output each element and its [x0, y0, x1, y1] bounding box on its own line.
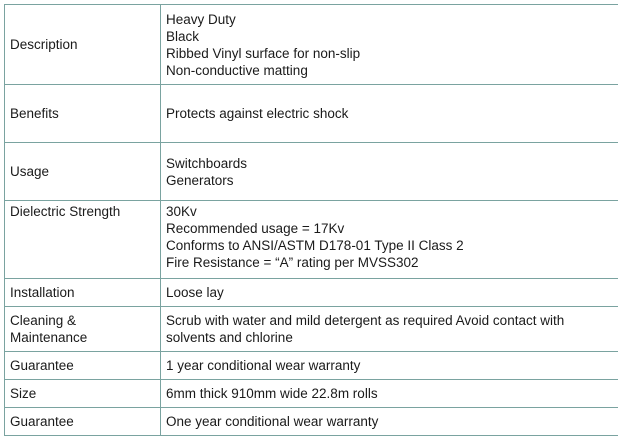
table-row — [5, 85, 618, 143]
row-value-description: Heavy Duty Black Ribbed Vinyl surface for non-slip Non-conductive matting — [161, 5, 618, 85]
row-label-description: Description — [5, 5, 161, 85]
table-row — [5, 5, 618, 85]
row-value-guarantee: 1 year conditional wear warranty — [161, 352, 618, 380]
table-row — [5, 143, 618, 201]
row-label-usage: Usage — [5, 143, 161, 201]
table-row — [5, 307, 618, 352]
row-label-guarantee: Guarantee — [5, 352, 161, 380]
table-row — [5, 352, 618, 380]
row-label-dielectric-strength: Dielectric Strength — [5, 201, 161, 279]
row-label-size: Size — [5, 380, 161, 408]
table-row — [5, 279, 618, 307]
row-label-guarantee-2: Guarantee — [5, 408, 161, 436]
row-value-cleaning-maintenance: Scrub with water and mild detergent as required Avoid contact with solvents and chlorine — [161, 307, 618, 352]
row-value-usage: Switchboards Generators — [161, 143, 618, 201]
row-value-dielectric-strength: 30Kv Recommended usage = 17Kv Conforms to ANSI/ASTM D178-01 Type II Class 2 Fire Resistance = “A” rating per MVSS302 — [161, 201, 618, 279]
row-value-benefits: Protects against electric shock — [161, 85, 618, 143]
row-label-installation: Installation — [5, 279, 161, 307]
row-value-guarantee-2: One year conditional wear warranty — [161, 408, 618, 436]
table-row — [5, 201, 618, 279]
row-label-cleaning-maintenance: Cleaning & Maintenance — [5, 307, 161, 352]
row-value-installation: Loose lay — [161, 279, 618, 307]
row-value-size: 6mm thick 910mm wide 22.8m rolls — [161, 380, 618, 408]
table-row — [5, 380, 618, 408]
row-label-benefits: Benefits — [5, 85, 161, 143]
table-row — [5, 408, 618, 436]
spec-table — [4, 4, 618, 436]
